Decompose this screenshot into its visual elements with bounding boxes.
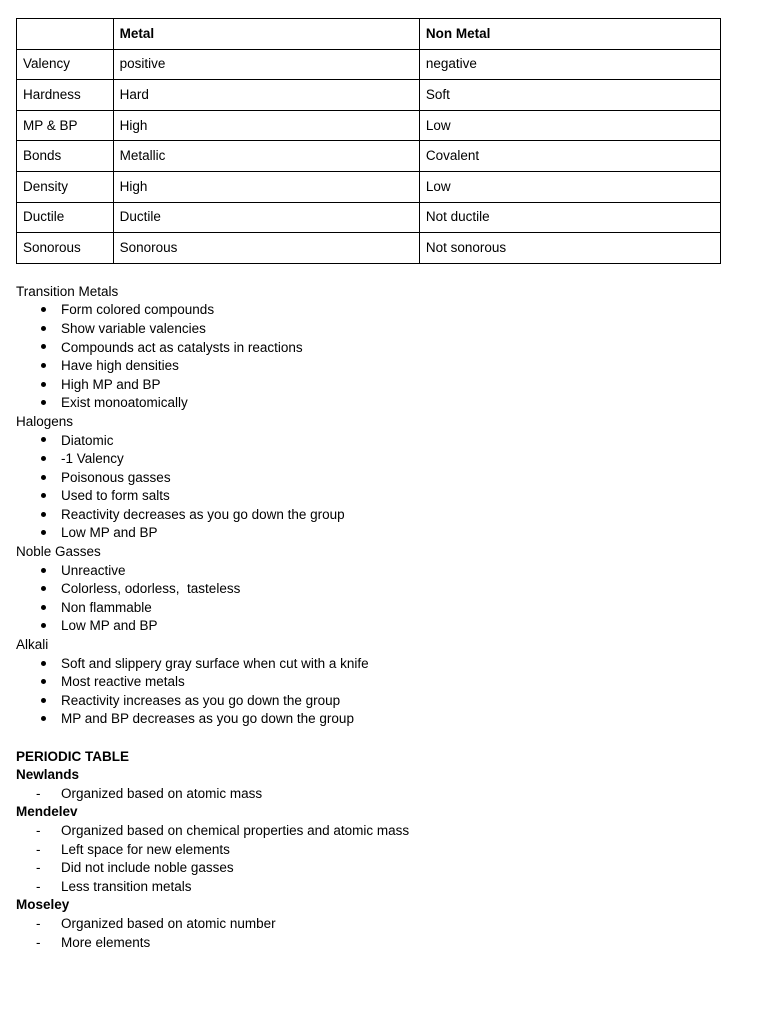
bullet-text: Soft and slippery gray surface when cut with a knife <box>61 655 369 671</box>
section-heading-mendelev: Mendelev <box>16 804 78 820</box>
bullet-icon <box>37 357 49 376</box>
table-row <box>17 202 721 233</box>
bullet-icon <box>37 617 49 636</box>
dash-icon: - <box>36 822 41 838</box>
dash-icon: - <box>36 860 41 876</box>
bullet-icon <box>37 339 49 358</box>
bullet-icon <box>37 655 49 674</box>
bullet-text: Colorless, odorless, tasteless <box>61 581 241 597</box>
notes-section <box>16 283 721 952</box>
bullet-text: MP and BP decreases as you go down the group <box>61 711 354 727</box>
bullet-item <box>16 376 721 395</box>
bullet-text: Low MP and BP <box>61 618 158 634</box>
bullet-text: Most reactive metals <box>61 674 185 690</box>
table-header-cell: Non Metal <box>419 19 720 50</box>
bullet-text: Compounds act as catalysts in reactions <box>61 339 303 355</box>
bullet-item <box>16 524 721 543</box>
dash-item <box>16 915 721 934</box>
table-cell-nonmetal: Covalent <box>419 141 720 172</box>
bullet-item <box>16 562 721 581</box>
bullet-icon <box>37 524 49 543</box>
table-cell-nonmetal: Soft <box>419 80 720 111</box>
table-cell-metal: Ductile <box>113 202 419 233</box>
bullet-icon <box>37 562 49 581</box>
bullet-item <box>16 394 721 413</box>
bullet-item <box>16 432 721 451</box>
periodic-table-heading: PERIODIC TABLE <box>16 748 130 764</box>
bullet-item <box>16 617 721 636</box>
bullet-item <box>16 320 721 339</box>
table-header-cell <box>17 19 114 50</box>
dash-text: Organized based on atomic number <box>61 915 276 931</box>
bullet-text: Reactivity increases as you go down the group <box>61 692 341 708</box>
group-heading: Alkali <box>16 637 49 653</box>
dash-text: Did not include noble gasses <box>61 860 234 876</box>
bullet-item <box>16 506 721 525</box>
table-row <box>17 80 721 111</box>
table-cell-property: Valency <box>17 49 114 80</box>
table-cell-metal: High <box>113 110 419 141</box>
section-heading-newlands: Newlands <box>16 767 80 783</box>
bullet-item <box>16 357 721 376</box>
table-cell-nonmetal: negative <box>419 49 720 80</box>
dash-item <box>16 934 721 953</box>
dash-item <box>16 878 721 897</box>
bullet-icon <box>37 599 49 618</box>
dash-icon: - <box>36 878 41 894</box>
dash-item <box>16 859 721 878</box>
dash-text: More elements <box>61 934 151 950</box>
dash-icon: - <box>36 915 41 931</box>
dash-icon: - <box>36 785 41 801</box>
bullet-text: Diatomic <box>61 432 114 448</box>
table-row <box>17 141 721 172</box>
table-cell-property: Sonorous <box>17 233 114 264</box>
bullet-text: Exist monoatomically <box>61 395 188 411</box>
bullet-icon <box>37 710 49 729</box>
bullet-item <box>16 450 721 469</box>
table-cell-metal: Sonorous <box>113 233 419 264</box>
bullet-item <box>16 692 721 711</box>
dash-text: Less transition metals <box>61 878 192 894</box>
table-cell-property: Bonds <box>17 141 114 172</box>
dash-item <box>16 841 721 860</box>
bullet-icon <box>37 580 49 599</box>
table-cell-metal: Metallic <box>113 141 419 172</box>
document-page <box>16 18 721 952</box>
bullet-icon <box>37 450 49 469</box>
bullet-item <box>16 673 721 692</box>
bullet-icon <box>37 394 49 413</box>
bullet-text: Reactivity decreases as you go down the group <box>61 506 345 522</box>
table-header-cell: Metal <box>113 19 419 50</box>
table-cell-nonmetal: Not sonorous <box>419 233 720 264</box>
blank-line <box>16 729 721 748</box>
dash-item <box>16 822 721 841</box>
bullet-icon <box>37 432 49 451</box>
table-row <box>17 49 721 80</box>
bullet-icon <box>37 376 49 395</box>
section-heading-moseley: Moseley <box>16 897 70 913</box>
bullet-text: Low MP and BP <box>61 525 158 541</box>
table-cell-property: Density <box>17 171 114 202</box>
bullet-icon <box>37 487 49 506</box>
table-cell-property: MP & BP <box>17 110 114 141</box>
bullet-item <box>16 301 721 320</box>
group-heading: Halogens <box>16 413 74 429</box>
table-row <box>17 233 721 264</box>
bullet-text: Form colored compounds <box>61 302 215 318</box>
group-heading: Noble Gasses <box>16 544 101 560</box>
bullet-item <box>16 710 721 729</box>
dash-text: Left space for new elements <box>61 841 230 857</box>
bullet-text: Poisonous gasses <box>61 469 171 485</box>
bullet-text: High MP and BP <box>61 376 161 392</box>
bullet-item <box>16 580 721 599</box>
bullet-text: Have high densities <box>61 358 179 374</box>
bullet-text: Show variable valencies <box>61 320 206 336</box>
table-cell-property: Hardness <box>17 80 114 111</box>
bullet-icon <box>37 506 49 525</box>
bullet-text: -1 Valency <box>61 451 124 467</box>
dash-item <box>16 785 721 804</box>
bullet-item <box>16 655 721 674</box>
table-cell-metal: Hard <box>113 80 419 111</box>
bullet-icon <box>37 301 49 320</box>
dash-icon: - <box>36 934 41 950</box>
bullet-text: Used to form salts <box>61 488 170 504</box>
bullet-icon <box>37 692 49 711</box>
table-cell-metal: High <box>113 171 419 202</box>
table-cell-nonmetal: Low <box>419 110 720 141</box>
bullet-text: Unreactive <box>61 562 126 578</box>
bullet-item <box>16 339 721 358</box>
table-cell-nonmetal: Not ductile <box>419 202 720 233</box>
table-row <box>17 171 721 202</box>
bullet-item <box>16 469 721 488</box>
bullet-text: Non flammable <box>61 599 152 615</box>
dash-text: Organized based on chemical properties and atomic mass <box>61 822 410 838</box>
bullet-icon <box>37 469 49 488</box>
table-cell-metal: positive <box>113 49 419 80</box>
bullet-icon <box>37 673 49 692</box>
bullet-item <box>16 487 721 506</box>
metal-nonmetal-comparison-table <box>16 18 721 264</box>
dash-icon: - <box>36 841 41 857</box>
table-cell-nonmetal: Low <box>419 171 720 202</box>
bullet-icon <box>37 320 49 339</box>
table-row <box>17 110 721 141</box>
table-header-row <box>17 19 721 50</box>
group-heading: Transition Metals <box>16 283 119 299</box>
dash-text: Organized based on atomic mass <box>61 785 263 801</box>
table-cell-property: Ductile <box>17 202 114 233</box>
bullet-item <box>16 599 721 618</box>
